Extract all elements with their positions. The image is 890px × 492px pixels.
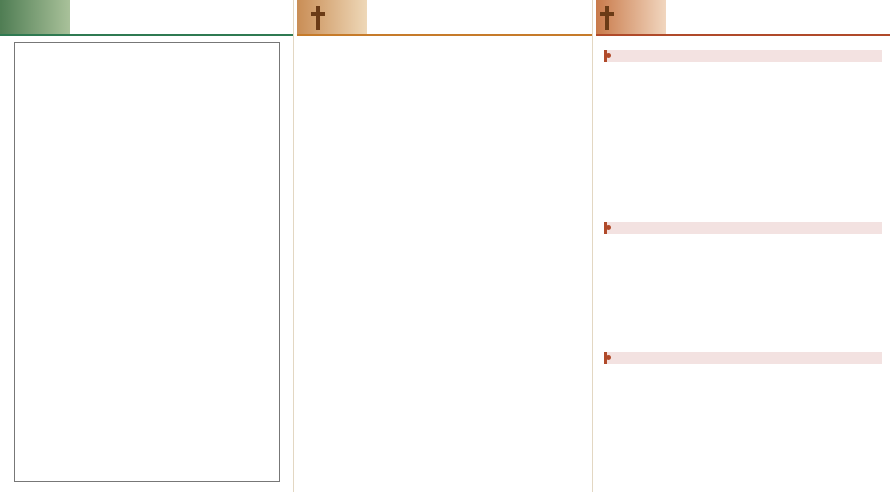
cross-icon [600, 6, 614, 30]
header-photo [0, 0, 70, 34]
panel-offerings [297, 0, 593, 492]
sermon-note-box[interactable] [14, 42, 280, 482]
bullet-icon [606, 225, 611, 230]
section-mission [604, 352, 882, 364]
section-church-servants [604, 222, 882, 234]
panel-header [297, 0, 592, 36]
panel-service [596, 0, 890, 492]
panel-word-of-life [0, 0, 294, 492]
bullet-icon [606, 53, 611, 58]
bullet-icon [606, 355, 611, 360]
section-worship-servants [604, 50, 882, 62]
header-photo [297, 0, 367, 34]
panel-header [596, 0, 890, 36]
panel-header [0, 0, 293, 36]
cross-icon [311, 6, 325, 30]
